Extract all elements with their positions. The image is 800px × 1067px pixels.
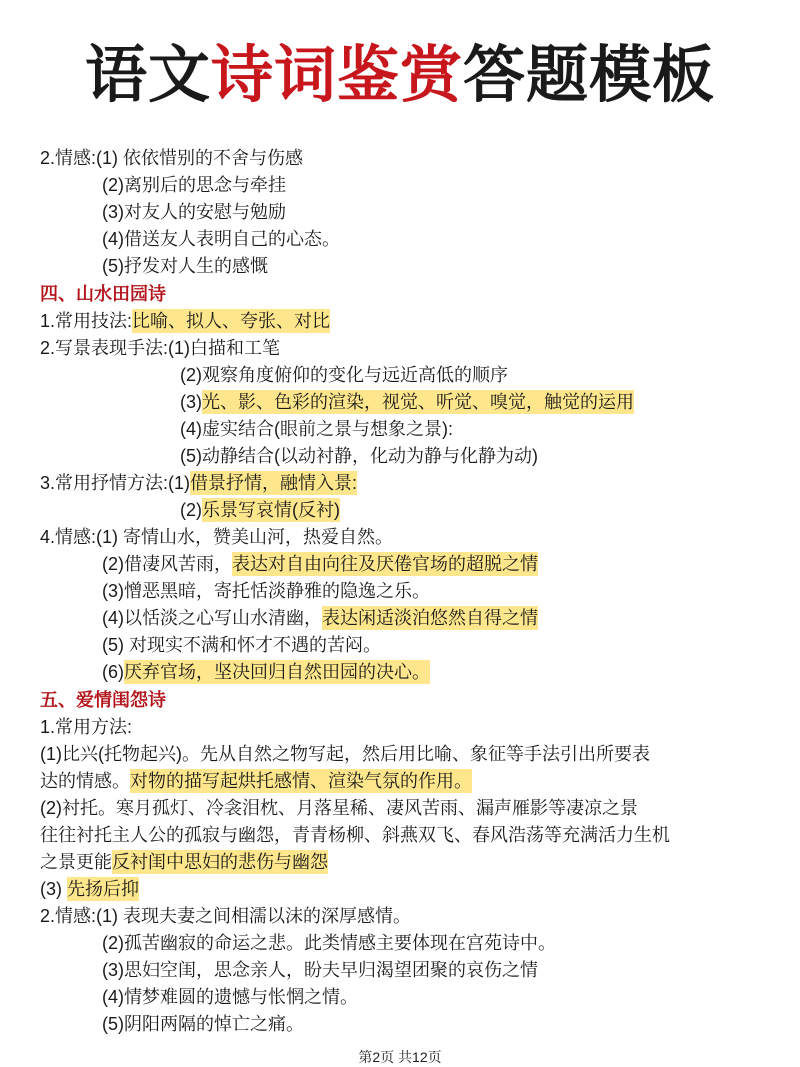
title-part-1: 语文: [84, 41, 211, 110]
line-text: (4)情梦难圆的遗憾与怅惘之情。: [102, 987, 358, 1007]
line-text: (1)比兴(托物起兴)。先从自然之物写起，然后用比喻、象征等手法引出所要表: [40, 744, 650, 764]
line-text: (3)憎恶黑暗，寄托恬淡静雅的隐逸之乐。: [102, 581, 430, 601]
text-line: [40, 226, 780, 253]
text-line: [40, 876, 780, 903]
text-line: [40, 308, 780, 335]
line-text: 四、山水田园诗: [40, 284, 166, 304]
line-text: 往往衬托主人公的孤寂与幽怨，青青杨柳、斜燕双飞、春风浩荡等充满活力生机: [40, 825, 670, 845]
highlighted-text: 光、影、色彩的渲染，视觉、听觉、嗅觉，触觉的运用: [202, 392, 634, 412]
line-text: (2)借凄风苦雨，: [102, 554, 232, 574]
highlighted-text: 反衬闺中思妇的悲伤与幽怨: [112, 852, 328, 872]
text-line: [40, 768, 780, 795]
text-line: [40, 335, 780, 362]
text-line: [40, 632, 780, 659]
text-line: [40, 389, 780, 416]
line-text: 3.常用抒情方法:(1): [40, 473, 191, 493]
line-text: (4)以恬淡之心写山水清幽，: [102, 608, 322, 628]
line-text: (5) 对现实不满和怀才不遇的苦闷。: [102, 635, 381, 655]
text-line: [40, 470, 780, 497]
line-text: (4)虚实结合(眼前之景与想象之景):: [180, 419, 453, 439]
line-text: (2)离别后的思念与牵挂: [102, 175, 286, 195]
text-line: [40, 362, 780, 389]
line-text: 2.情感:(1) 表现夫妻之间相濡以沫的深厚感情。: [40, 906, 412, 926]
text-line: [40, 849, 780, 876]
text-line: [40, 172, 780, 199]
line-text: (5)动静结合(以动衬静，化动为静与化静为动): [180, 446, 538, 466]
text-line: [40, 741, 780, 768]
line-text: (4)借送友人表明自己的心态。: [102, 229, 340, 249]
line-text: (2)孤苦幽寂的命运之悲。此类情感主要体现在宫苑诗中。: [102, 933, 556, 953]
highlighted-text: 借景抒情，融情入景:: [190, 473, 358, 493]
text-line: [40, 605, 780, 632]
text-line: [40, 416, 780, 443]
section-heading: [40, 280, 780, 308]
page-indicator: 第2页 共12页: [358, 1049, 442, 1065]
line-text: (5)抒发对人生的感慨: [102, 256, 268, 276]
text-line: [40, 253, 780, 280]
text-line: [40, 903, 780, 930]
text-line: [40, 714, 780, 741]
title-part-3: 答题模板: [463, 41, 716, 110]
highlighted-text: 先扬后抑: [67, 879, 139, 899]
highlighted-text: 对物的描写起烘托感情、渲染气氛的作用。: [130, 771, 472, 791]
highlighted-text: 乐景写哀情(反衬): [202, 500, 340, 520]
line-text: (3)思妇空闺，思念亲人，盼夫早归渴望团聚的哀伤之情: [102, 960, 538, 980]
document-body: [40, 145, 780, 1038]
line-text: (3)对友人的安慰与勉励: [102, 202, 286, 222]
text-line: [40, 497, 780, 524]
text-line: [40, 984, 780, 1011]
line-text: (2)衬托。寒月孤灯、冷衾泪枕、月落星稀、凄风苦雨、漏声雁影等凄凉之景: [40, 798, 638, 818]
line-text: (3): [180, 392, 202, 412]
highlighted-text: 表达对自由向往及厌倦官场的超脱之情: [232, 554, 538, 574]
section-heading: [40, 686, 780, 714]
text-line: [40, 551, 780, 578]
line-text: 4.情感:(1) 寄情山水，赞美山河，热爱自然。: [40, 527, 394, 547]
highlighted-text: 表达闲适淡泊悠然自得之情: [322, 608, 538, 628]
text-line: [40, 930, 780, 957]
text-line: [40, 199, 780, 226]
text-line: [40, 822, 780, 849]
line-text: 之景更能: [40, 852, 112, 872]
line-text: 达的情感。: [40, 771, 130, 791]
highlighted-text: 厌弃官场，坚决回归自然田园的决心。: [124, 662, 430, 682]
line-text: (2): [180, 500, 202, 520]
text-line: [40, 524, 780, 551]
line-text: 1.常用方法:: [40, 717, 133, 737]
page-title: [0, 36, 800, 116]
line-text: (5)阴阳两隔的悼亡之痛。: [102, 1014, 304, 1034]
line-text: (3): [40, 879, 67, 899]
text-line: [40, 578, 780, 605]
text-line: [40, 957, 780, 984]
line-text: 2.写景表现手法:(1)白描和工笔: [40, 338, 281, 358]
line-text: 1.常用技法:: [40, 311, 133, 331]
text-line: [40, 1011, 780, 1038]
highlighted-text: 比喻、拟人、夸张、对比: [132, 311, 331, 331]
text-line: [40, 145, 780, 172]
line-text: 五、爱情闺怨诗: [40, 690, 166, 710]
text-line: [40, 659, 780, 686]
line-text: (6): [102, 662, 124, 682]
line-text: 2.情感:(1) 依依惜别的不舍与伤感: [40, 148, 304, 168]
text-line: [40, 795, 780, 822]
text-line: [40, 443, 780, 470]
title-part-2: 诗词鉴赏: [210, 41, 463, 110]
line-text: (2)观察角度俯仰的变化与远近高低的顺序: [180, 365, 508, 385]
